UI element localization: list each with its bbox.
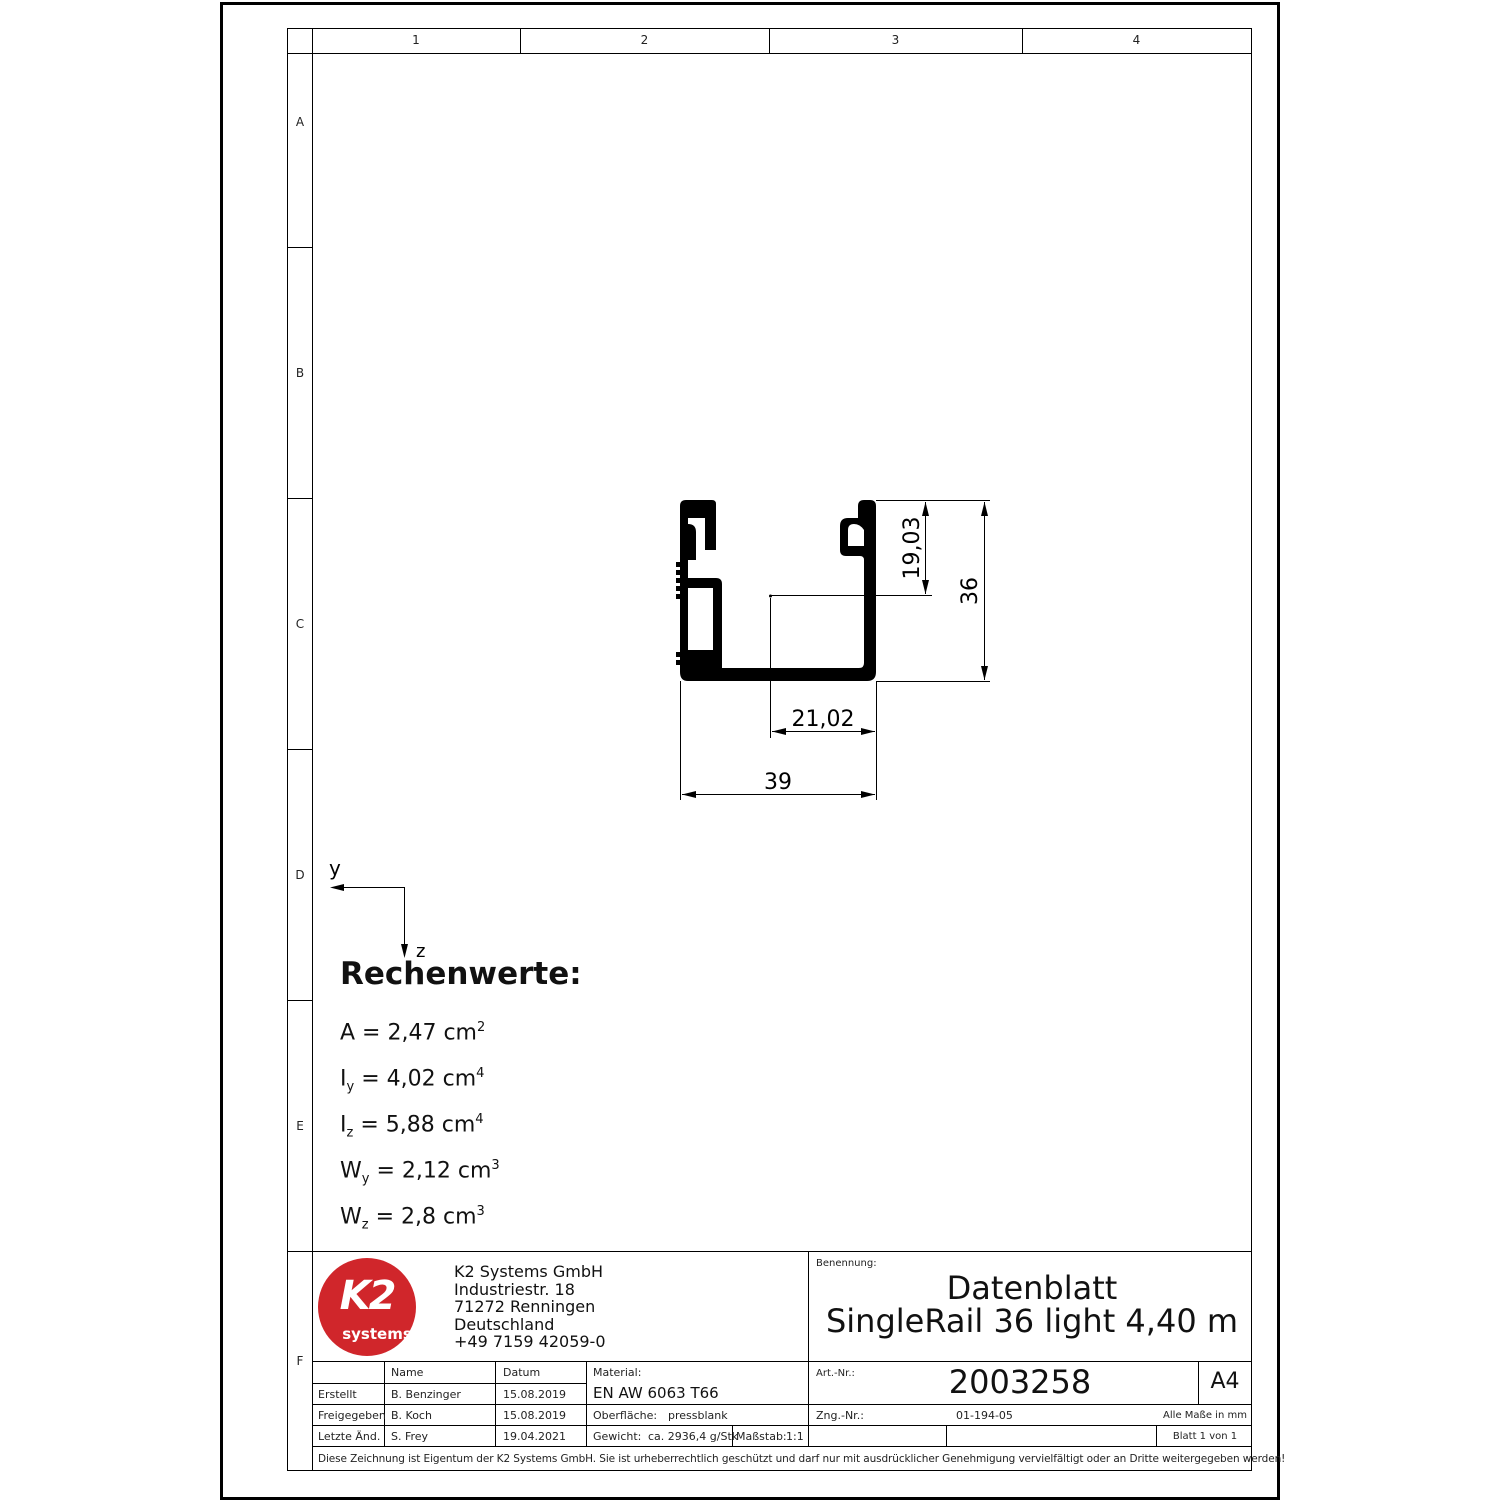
rechenwert-line <box>340 1020 485 1049</box>
row-created-date: 15.08.2019 <box>503 1388 566 1401</box>
rechenwert-exponent: 2 <box>477 1020 486 1035</box>
surface-value: pressblank <box>668 1409 728 1422</box>
rechenwert-value: = 2,8 cm <box>368 1204 477 1230</box>
row-label-a: A <box>295 115 305 129</box>
units-note: Alle Maße in mm <box>1163 1410 1247 1421</box>
material-label: Material: <box>593 1366 642 1379</box>
rechenwert-line <box>340 1066 484 1095</box>
logo-main-text: K2 <box>339 1273 395 1319</box>
row-label-d: D <box>295 868 305 882</box>
row-approved-name: B. Koch <box>391 1409 432 1422</box>
rail-profile <box>676 500 876 681</box>
row-approved-date: 15.08.2019 <box>503 1409 566 1422</box>
column-label-3: 3 <box>891 33 900 47</box>
col-header-date: Datum <box>503 1366 541 1379</box>
article-number: 2003258 <box>948 1363 1092 1401</box>
scale-value: 1:1 <box>786 1430 804 1443</box>
weight-label: Gewicht: <box>593 1430 642 1443</box>
rechenwert-line <box>340 1112 484 1141</box>
rechenwert-exponent: 4 <box>476 1066 485 1081</box>
rechenwert-line <box>340 1204 485 1233</box>
column-label-2: 2 <box>640 33 649 47</box>
sheet-count: Blatt 1 von 1 <box>1172 1431 1238 1442</box>
row-lastchange-date: 19.04.2021 <box>503 1430 566 1443</box>
rechenwert-exponent: 3 <box>491 1158 500 1173</box>
k2-logo <box>318 1258 416 1356</box>
rechenwert-symbol: A <box>340 1020 356 1046</box>
company-street: Industriestr. 18 <box>454 1279 575 1299</box>
copyright-notice: Diese Zeichnung ist Eigentum der K2 Systems GmbH. Sie ist urheberrechtlich geschützt und darf nur mit ausdrücklicher Genehmigung vervielfältigt oder an Dritte weitergegeben werden! <box>318 1453 1286 1465</box>
frame-outer <box>288 29 1252 1471</box>
rechenwert-value: = 4,02 cm <box>354 1066 477 1092</box>
weight-value: ca. 2936,4 g/Stk <box>648 1430 739 1443</box>
scale-label: Maßstab: <box>736 1430 787 1443</box>
company-country: Deutschland <box>454 1314 555 1334</box>
company-city: 71272 Renningen <box>454 1297 596 1316</box>
rechenwert-line <box>340 1158 500 1187</box>
company-name: K2 Systems GmbH <box>454 1262 604 1281</box>
column-label-1: 1 <box>412 33 420 47</box>
rechenwert-value: = 5,88 cm <box>353 1112 476 1138</box>
dim-width-partial: 21,02 <box>791 707 855 732</box>
rechenwert-symbol: W <box>340 1158 362 1184</box>
column-label-4: 4 <box>1132 33 1141 47</box>
dimension-lines <box>681 501 991 801</box>
paper-format: A4 <box>1210 1369 1240 1394</box>
dim-width-total: 39 <box>764 770 792 795</box>
zngnr-label: Zng.-Nr.: <box>816 1409 864 1422</box>
rechenwerte-title: Rechenwerte: <box>340 956 582 992</box>
dim-height-total: 36 <box>958 577 983 605</box>
col-header-name: Name <box>391 1366 424 1379</box>
row-label-e: E <box>296 1119 304 1133</box>
row-approved-label: Freigegeben <box>318 1409 386 1422</box>
drawing-number: 01-194-05 <box>956 1409 1013 1422</box>
z-axis-label: z <box>416 941 426 962</box>
rechenwert-symbol: W <box>340 1204 362 1230</box>
rechenwert-value: = 2,12 cm <box>369 1158 492 1184</box>
logo-sub-text: systems <box>342 1325 412 1343</box>
row-label-b: B <box>295 366 305 380</box>
dimension-arrows <box>682 502 988 798</box>
rechenwert-exponent: 4 <box>475 1112 484 1127</box>
surface-label: Oberfläche: <box>593 1409 658 1422</box>
rechenwert-subscript: z <box>361 1217 369 1233</box>
y-axis-arrow <box>330 884 344 891</box>
company-phone: +49 7159 42059-0 <box>454 1332 606 1351</box>
company-address <box>454 1263 606 1351</box>
artnr-label: Art.-Nr.: <box>816 1368 855 1379</box>
row-lastchange-label: Letzte Änd. <box>318 1430 381 1443</box>
material-value: EN AW 6063 T66 <box>593 1384 719 1402</box>
rechenwert-subscript: y <box>361 1171 370 1187</box>
row-created-name: B. Benzinger <box>391 1388 461 1401</box>
rechenwert-subscript: z <box>346 1125 354 1141</box>
rechenwert-exponent: 3 <box>476 1204 485 1219</box>
dim-height-partial: 19,03 <box>900 516 925 580</box>
row-created-label: Erstellt <box>318 1388 357 1401</box>
row-label-c: C <box>295 617 305 631</box>
row-label-f: F <box>296 1354 304 1368</box>
rechenwert-value: = 2,47 cm <box>355 1020 477 1046</box>
axis-cross <box>332 887 405 955</box>
row-lastchange-name: S. Frey <box>391 1430 429 1443</box>
y-axis-label: y <box>329 856 341 880</box>
drawing-title-line1: Datenblatt <box>946 1269 1118 1307</box>
benennung-label: Benennung: <box>816 1258 877 1269</box>
drawing-title-line2: SingleRail 36 light 4,40 m <box>825 1302 1239 1340</box>
rechenwert-subscript: y <box>346 1079 355 1095</box>
rechenwert-symbol: I <box>340 1112 347 1138</box>
rechenwert-symbol: I <box>340 1066 347 1092</box>
